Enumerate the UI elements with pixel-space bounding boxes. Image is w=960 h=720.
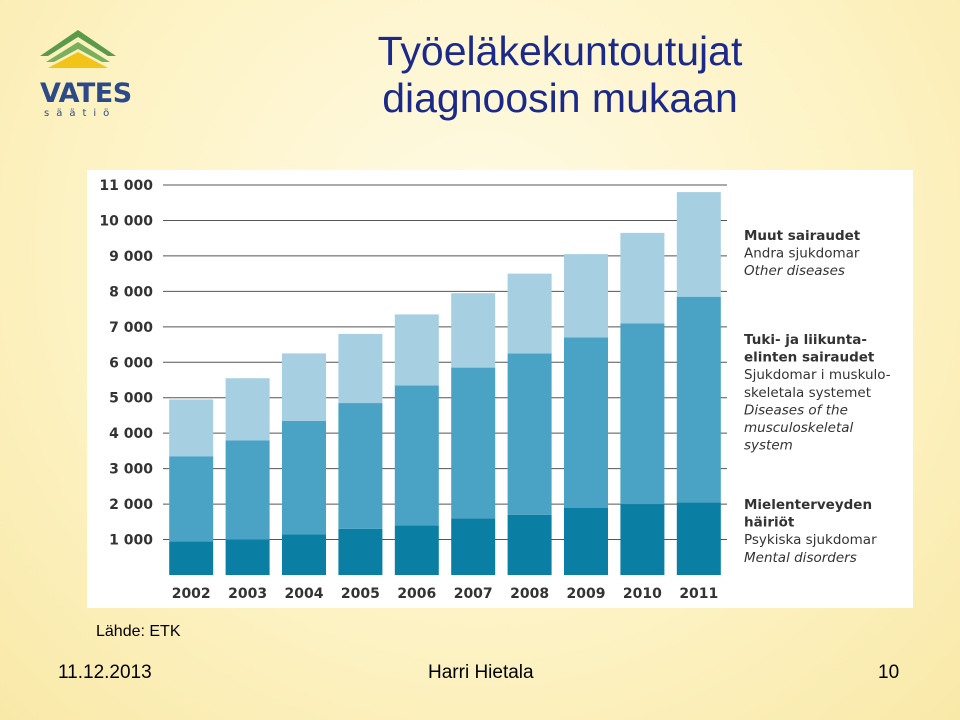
- logo-text: VATES: [40, 78, 132, 109]
- legend-text: häiriöt: [744, 514, 795, 531]
- y-tick-label: 7 000: [109, 319, 153, 336]
- bar-segment-2009-2: [564, 254, 608, 337]
- page-number: 10: [878, 662, 900, 683]
- bar-segment-2010-1: [620, 323, 664, 504]
- bar-segment-2004-2: [282, 353, 326, 420]
- bar-segment-2011-2: [677, 192, 721, 297]
- x-tick-label: 2009: [566, 586, 606, 602]
- stacked-bar-chart: [87, 170, 913, 608]
- y-tick-label: 10 000: [99, 213, 153, 230]
- x-tick-label: 2008: [510, 586, 550, 602]
- legend-text: skeletala systemet: [744, 384, 872, 401]
- bar-segment-2005-0: [338, 529, 382, 575]
- y-tick-label: 4 000: [109, 426, 153, 443]
- y-tick-label: 2 000: [109, 497, 153, 514]
- bar-segment-2008-1: [508, 353, 552, 514]
- slide-title: [300, 28, 820, 122]
- bar-segment-2007-2: [451, 293, 495, 367]
- x-tick-label: 2007: [453, 586, 493, 602]
- legend-text: Mielenterveyden: [744, 497, 873, 513]
- title-line-1: Työeläkekuntoutujat: [377, 28, 743, 74]
- x-tick-label: 2006: [397, 586, 437, 602]
- x-tick-label: 2010: [622, 586, 662, 602]
- legend-text: musculoskeletal: [744, 420, 854, 436]
- chart-panel: [87, 170, 913, 608]
- bar-segment-2006-1: [395, 385, 439, 525]
- bar-segment-2007-1: [451, 368, 495, 519]
- bar-segment-2002-1: [169, 456, 213, 541]
- bar-segment-2009-1: [564, 337, 608, 507]
- legend-text: Sjukdomar i muskulo-: [744, 367, 891, 384]
- title-line-2: diagnoosin mukaan: [382, 75, 738, 121]
- legend-text: Andra sjukdomar: [744, 245, 860, 262]
- logo-subtext: säätiö: [44, 108, 117, 119]
- legend-text: Other diseases: [744, 263, 845, 280]
- x-tick-label: 2011: [679, 586, 719, 602]
- legend-text: Psykiska sjukdomar: [744, 532, 877, 549]
- y-tick-label: 1 000: [109, 532, 153, 549]
- bar-segment-2003-0: [226, 540, 270, 575]
- vates-logo: [38, 28, 132, 128]
- bar-segment-2002-2: [169, 400, 213, 457]
- bar-segment-2008-2: [508, 274, 552, 354]
- legend-text: elinten sairaudet: [744, 349, 875, 366]
- x-tick-label: 2004: [284, 586, 324, 602]
- legend-text: Mental disorders: [744, 549, 857, 566]
- bar-segment-2002-0: [169, 541, 213, 575]
- legend-text: system: [744, 437, 793, 454]
- y-tick-label: 5 000: [109, 390, 153, 407]
- y-tick-label: 9 000: [109, 248, 153, 265]
- bar-segment-2009-0: [564, 508, 608, 575]
- bar-segment-2003-2: [226, 378, 270, 440]
- y-tick-label: 8 000: [109, 284, 153, 301]
- legend-text: Tuki- ja liikunta-: [744, 332, 867, 348]
- y-tick-label: 11 000: [99, 178, 153, 194]
- bar-segment-2003-1: [226, 440, 270, 539]
- y-tick-label: 3 000: [109, 461, 153, 478]
- footer-date: 11.12.2013: [58, 662, 152, 683]
- x-tick-label: 2003: [228, 586, 268, 602]
- x-tick-label: 2005: [340, 586, 380, 602]
- x-tick-label: 2002: [171, 586, 211, 602]
- footer-author: Harri Hietala: [428, 662, 534, 683]
- bar-segment-2008-0: [508, 515, 552, 575]
- bar-segment-2004-1: [282, 421, 326, 534]
- source-note: Lähde: ETK: [96, 623, 181, 640]
- y-tick-label: 6 000: [109, 355, 153, 372]
- bar-segment-2004-0: [282, 534, 326, 575]
- bar-segment-2010-2: [620, 233, 664, 323]
- vates-roof-icon: [40, 28, 116, 78]
- bar-segment-2005-1: [338, 403, 382, 529]
- bar-segment-2006-0: [395, 525, 439, 575]
- bar-segment-2007-0: [451, 518, 495, 575]
- legend-text: Diseases of the: [744, 402, 848, 419]
- bar-segment-2006-2: [395, 314, 439, 385]
- bar-segment-2011-1: [677, 297, 721, 503]
- bar-segment-2010-0: [620, 504, 664, 575]
- bar-segment-2011-0: [677, 502, 721, 575]
- bar-segment-2005-2: [338, 334, 382, 403]
- legend-text: Muut sairaudet: [744, 228, 861, 244]
